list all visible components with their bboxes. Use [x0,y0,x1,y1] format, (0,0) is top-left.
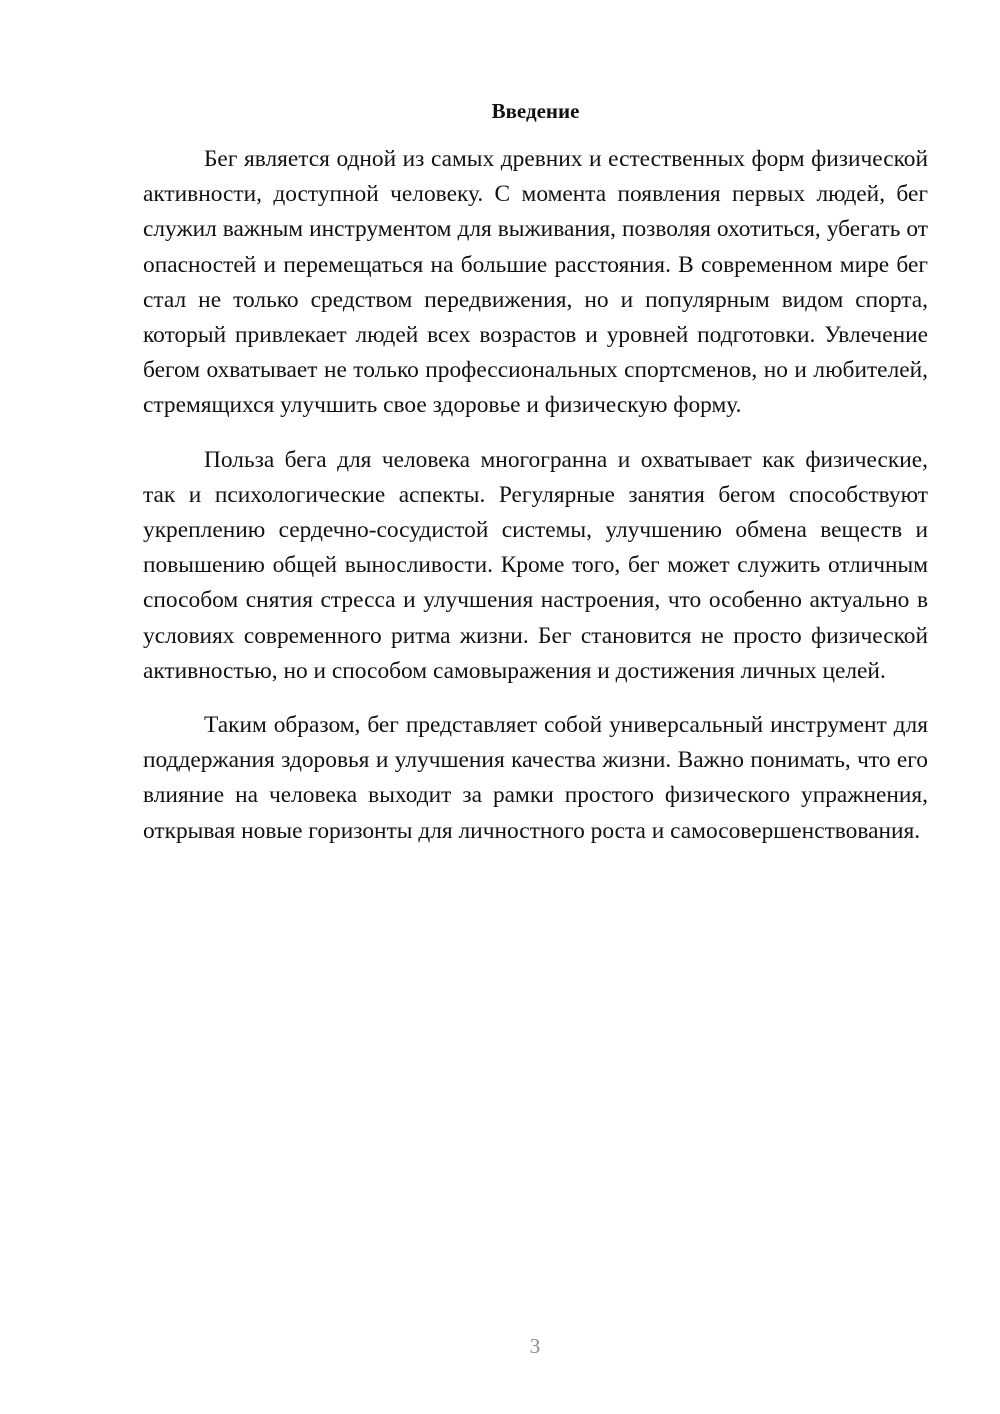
paragraph-3: Таким образом, бег представляет собой универсальный инструмент для поддержания здоровья и улучшения качества жизни. Важно понимать, что его влияние на человека выходит за рамки простого физического упражнения, открывая новые горизонты для личностного роста и самосовершенствования. [143,712,928,844]
paragraph-2: Польза бега для человека многогранна и охватывает как физические, так и психологические аспекты. Регулярные занятия бегом способствуют укреплению сердечно-сосудистой системы, улучшению обмена веществ и повышению общей выносливости. Кроме того, бег может служить отличным способом снятия стресса и улучшения настроения, что особенно актуально в условиях современного ритма жизни. Бег становится не просто физической активностью, но и способом самовыражения и достижения личных целей. [143,446,928,684]
paragraph-1: Бег является одной из самых древних и естественных форм физической активности, доступной человеку. С момента появления первых людей, бег служил важным инструментом для выживания, позволяя охотиться, убегать от опасностей и перемещаться на большие расстояния. В современном мире бег стал не только средством передвижения, но и популярным видом спорта, который привлекает людей всех возрастов и уровней подготовки. Увлечение бегом охватывает не только профессиональных спортсменов, но и любителей, стремящихся улучшить свое здоровье и физическую форму. [143,146,928,419]
section-heading: Введение [491,99,580,123]
body-text [143,142,928,868]
page-number: 3 [529,1334,541,1358]
